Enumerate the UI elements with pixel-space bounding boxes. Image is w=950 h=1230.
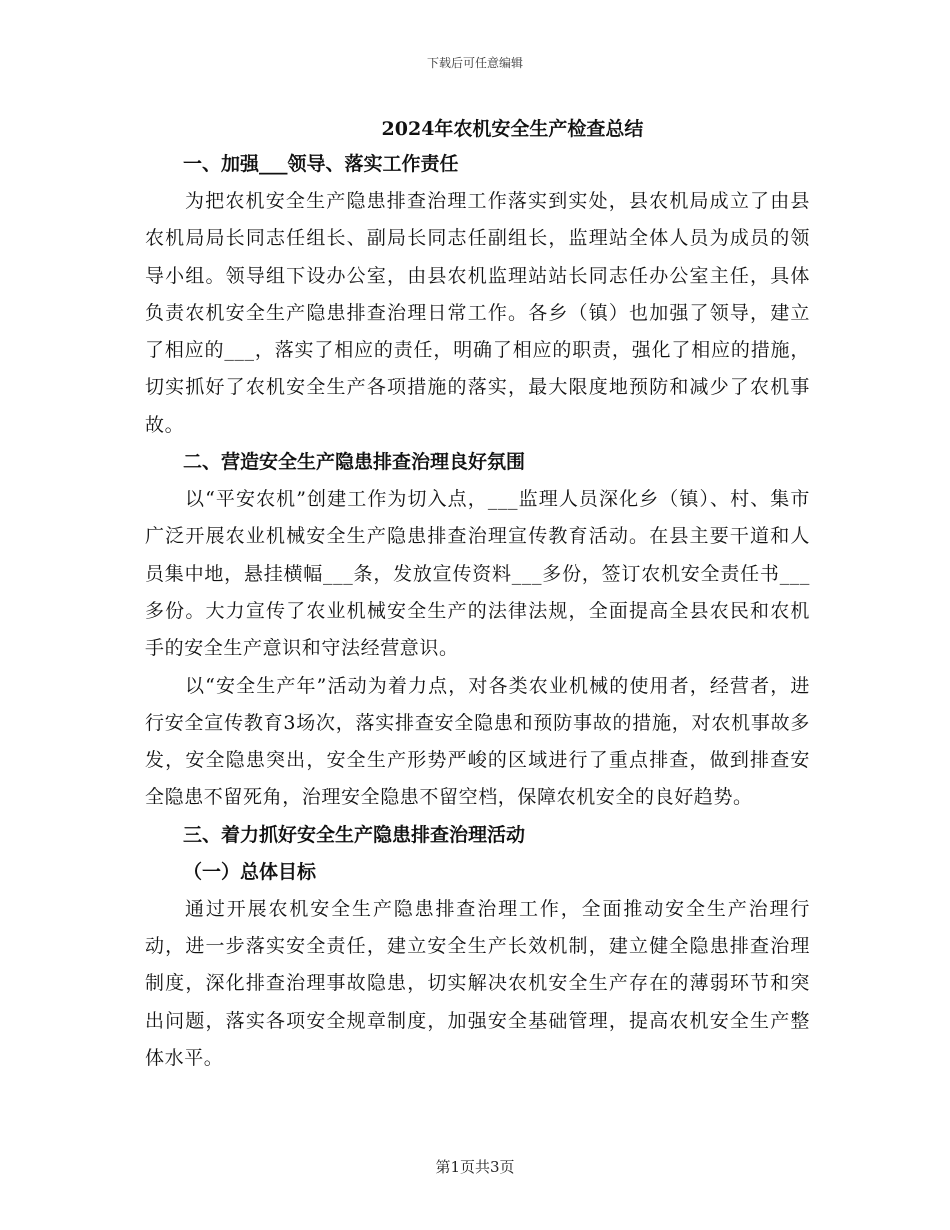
- section-1-paragraph-1: 为把农机安全生产隐患排查治理工作落实到实处，县农机局成立了由县农机局局长同志任组长、副局长同志任副组长，监理站全体人员为成员的领导小组。领导组下设办公室，由县农机监理站站长同志任办公室主任，具体负责农机安全生产隐患排查治理日常工作。各乡（镇）也加强了领导，建立了相应的___，落实了相应的责任，明确了相应的职责，强化了相应的措施，切实抓好了农机安全生产各项措施的落实，最大限度地预防和减少了农机事故。: [145, 190, 810, 436]
- section-3-heading: 三、着力抓好安全生产隐患排查治理活动: [183, 823, 526, 846]
- document-body: [145, 112, 810, 1077]
- document-title: 2024年农机安全生产检查总结: [381, 118, 644, 140]
- section-3-subheading-1: （一）总体目标: [183, 860, 317, 883]
- section-2-paragraph-1: 以“平安农机”创建工作为切入点，___监理人员深化乡（镇）、村、集市广泛开展农业机械安全生产隐患排查治理宣传教育活动。在县主要干道和人员集中地，悬挂横幅___条，发放宣传资料___多份，签订农机安全责任书___多份。大力宣传了农业机械安全生产的法律法规，全面提高全县农民和农机手的安全生产意识和守法经营意识。: [145, 488, 810, 660]
- header-note: 下载后可任意编辑: [426, 56, 523, 70]
- page-footer: 第1页共3页: [435, 1158, 515, 1176]
- section-2-heading: 二、营造安全生产隐患排查治理良好氛围: [183, 451, 526, 474]
- section-3-paragraph-1: 通过开展农机安全生产隐患排查治理工作，全面推动安全生产治理行动，进一步落实安全责任，建立安全生产长效机制，建立健全隐患排查治理制度，深化排查治理事故隐患，切实解决农机安全生产存在的薄弱环节和突出问题，落实各项安全规章制度，加强安全基础管理，提高农机安全生产整体水平。: [145, 897, 810, 1069]
- section-1-heading: 一、加强___领导、落实工作责任: [183, 153, 459, 175]
- section-2-paragraph-2: 以“安全生产年”活动为着力点，对各类农业机械的使用者，经营者，进行安全宣传教育3场次，落实排查安全隐患和预防事故的措施，对农机事故多发，安全隐患突出，安全生产形势严峻的区域进行了重点排查，做到排查安全隐患不留死角，治理安全隐患不留空档，保障农机安全的良好趋势。: [145, 674, 810, 809]
